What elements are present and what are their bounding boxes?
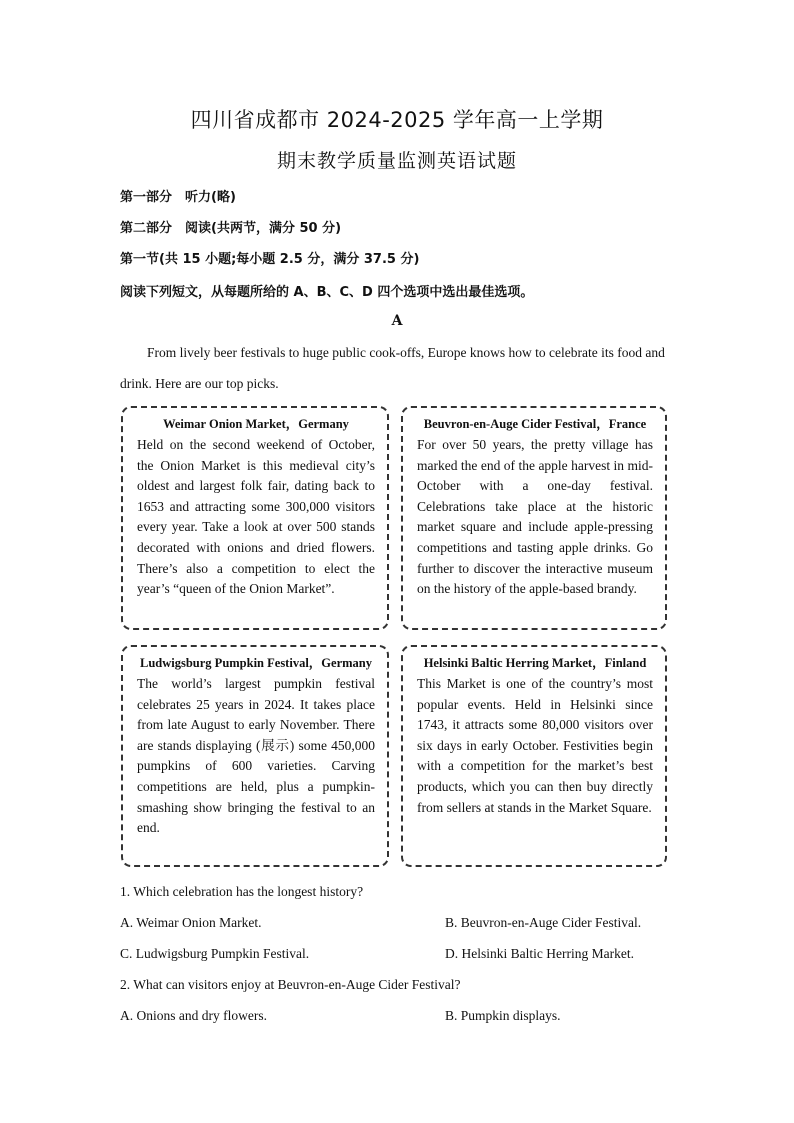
instruction: 阅读下列短文，从每题所给的 A、B、C、D 四个选项中选出最佳选项。 (120, 285, 534, 300)
question-2: 2. What can visitors enjoy at Beuvron-en-Auge Cider Festival? (120, 977, 461, 992)
q1-option-d: D. Helsinki Baltic Herring Market. (445, 946, 634, 961)
section1-heading: 第一节(共 15 小题;每小题 2.5 分，满分 37.5 分) (120, 252, 420, 267)
festival-box-helsinki (401, 645, 667, 867)
page-title: 四川省成都市 2024-2025 学年高一上学期 (190, 108, 604, 132)
part1-heading: 第一部分 听力(略) (120, 190, 236, 205)
box-heading: Beuvron-en-Auge Cider Festival，France (423, 417, 647, 431)
question-1: 1. Which celebration has the longest history? (120, 884, 364, 899)
box-text: This Market is one of the country’s most popular events. Held in Helsinki since 1743, it attracts some 80,000 visitors over six days in early October. Festivities begin with a competition for the market’s best products, which you can then buy directly from sellers at stands in the Market Square. (417, 676, 653, 815)
part2-heading: 第二部分 阅读(共两节，满分 50 分) (120, 221, 342, 236)
festival-box-ludwigsburg (121, 645, 389, 867)
page-subtitle: 期末教学质量监测英语试题 (276, 150, 517, 172)
q1-option-b: B. Beuvron-en-Auge Cider Festival. (445, 915, 642, 930)
box-text: Held on the second weekend of October, the Onion Market is this medieval city’s oldest and largest folk fair, dating back to 1653 and attracting some 300,000 visitors every year. Take a look at over 500 stands decorated with onions and dried flowers. There’s also a competition to elect the year’s “queen of the Onion Market”. (137, 437, 375, 597)
box-heading: Ludwigsburg Pumpkin Festival，Germany (140, 656, 372, 670)
passage-label: A (391, 313, 403, 329)
q2-option-a: A. Onions and dry flowers. (120, 1008, 267, 1023)
box-heading: Helsinki Baltic Herring Market，Finland (423, 656, 647, 670)
box-text: For over 50 years, the pretty village has marked the end of the apple harvest in mid-October with a one-day festival. Celebrations take place at the historic market square and include apple-pressing competitions and tasting apple drinks. Go further to discover the interactive museum on the history of the apple-based brandy. (417, 437, 653, 597)
q1-option-a: A. Weimar Onion Market. (120, 915, 262, 930)
box-text: The world’s largest pumpkin festival celebrates 25 years in 2024. It takes place from late August to early November. There are stands displaying (展示) some 450,000 pumpkins of 600 varieties. Carving competitions are held, plus a pumpkin-smashing show bringing the festival to an end. (137, 676, 375, 836)
festival-box-beuvron (401, 406, 667, 630)
box-heading: Weimar Onion Market，Germany (163, 417, 349, 431)
festival-box-weimar (121, 406, 389, 630)
q1-option-c: C. Ludwigsburg Pumpkin Festival. (120, 946, 310, 961)
passage-intro: From lively beer festivals to huge public cook-offs, Europe knows how to celebrate its food and drink. Here are our top picks. (120, 345, 665, 391)
q2-option-b: B. Pumpkin displays. (445, 1008, 561, 1023)
